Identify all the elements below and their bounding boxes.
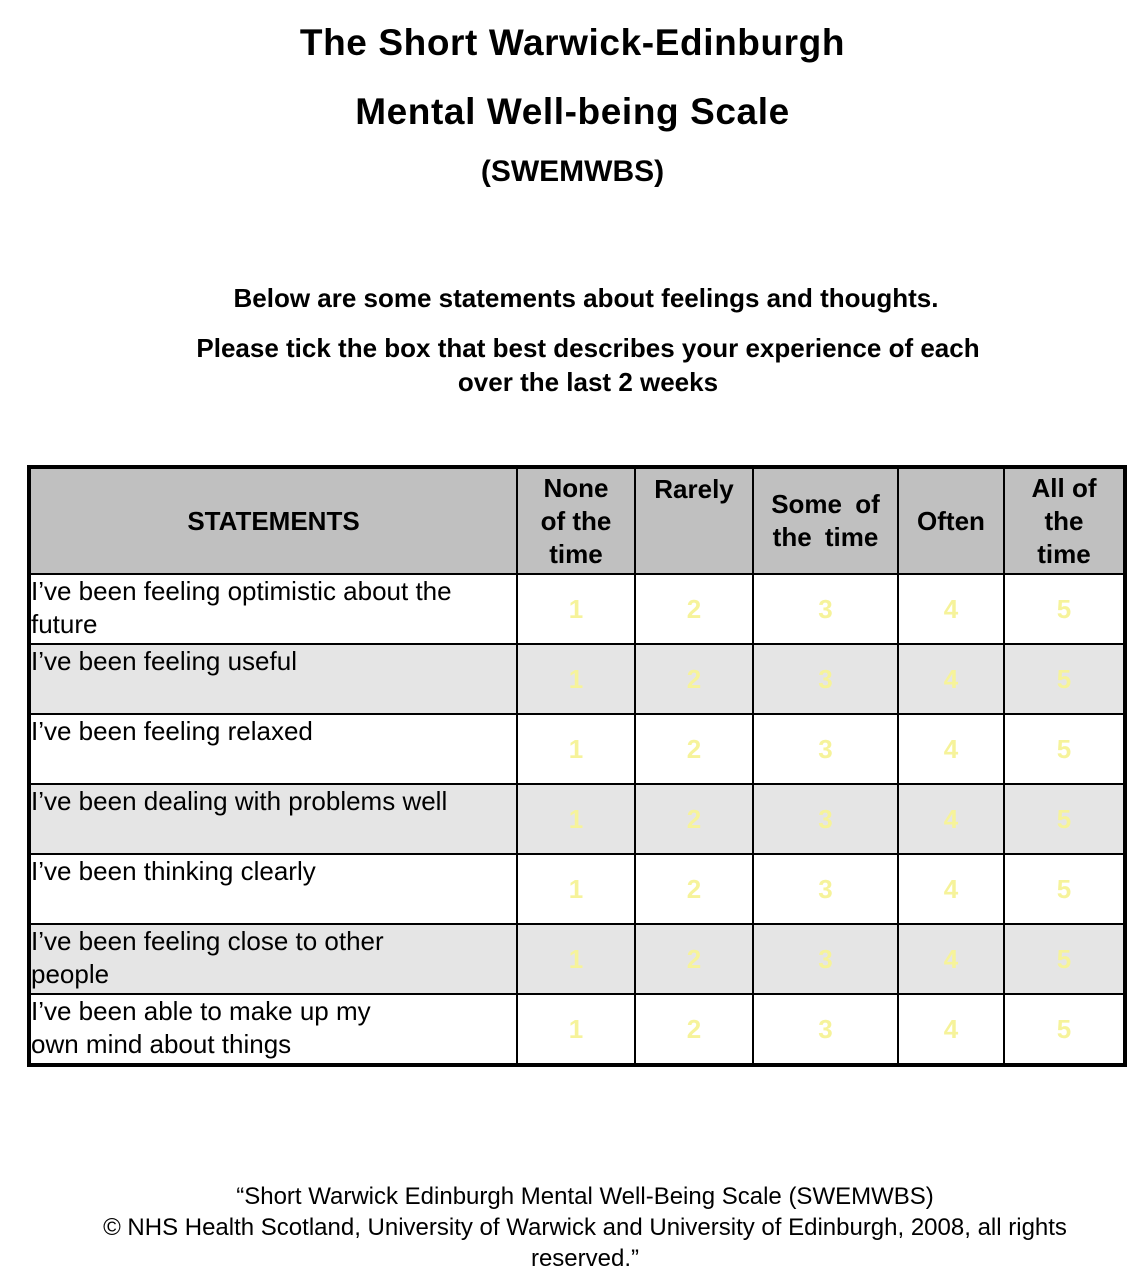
score-option[interactable]: 3 <box>753 854 898 924</box>
score-option[interactable]: 1 <box>517 784 635 854</box>
statement-cell: I’ve been dealing with problems well <box>29 784 517 854</box>
score-option[interactable]: 5 <box>1004 994 1125 1065</box>
score-option[interactable]: 4 <box>898 994 1004 1065</box>
instructions-line2: Please tick the box that best describes your experience of each over the last 2 weeks <box>196 333 980 397</box>
score-option[interactable]: 4 <box>898 644 1004 714</box>
score-option[interactable]: 1 <box>517 994 635 1065</box>
score-option[interactable]: 4 <box>898 714 1004 784</box>
table-row <box>29 854 1125 924</box>
score-option[interactable]: 1 <box>517 714 635 784</box>
score-option[interactable]: 5 <box>1004 644 1125 714</box>
statement-cell: I’ve been able to make up my own mind about things <box>29 994 517 1065</box>
score-option[interactable]: 3 <box>753 714 898 784</box>
score-option[interactable]: 2 <box>635 924 753 994</box>
score-option[interactable]: 3 <box>753 994 898 1065</box>
score-option[interactable]: 5 <box>1004 784 1125 854</box>
statement-cell: I’ve been feeling optimistic about the future <box>29 574 517 644</box>
score-option[interactable]: 4 <box>898 574 1004 644</box>
score-option[interactable]: 4 <box>898 924 1004 994</box>
document-title-line2: Mental Well-being Scale <box>355 91 790 132</box>
statement-cell: I’ve been feeling useful <box>29 644 517 714</box>
statement-cell: I’ve been thinking clearly <box>29 854 517 924</box>
column-header-all: All of the time <box>1004 467 1125 574</box>
table-row <box>29 574 1125 644</box>
statement-cell: I’ve been feeling close to other people <box>29 924 517 994</box>
table-row <box>29 924 1125 994</box>
score-option[interactable]: 5 <box>1004 924 1125 994</box>
score-option[interactable]: 2 <box>635 574 753 644</box>
copyright-title: “Short Warwick Edinburgh Mental Well-Being Scale (SWEMWBS) <box>236 1183 934 1210</box>
score-option[interactable]: 1 <box>517 924 635 994</box>
document-title: The Short Warwick-Edinburgh <box>299 22 846 63</box>
score-option[interactable]: 1 <box>517 574 635 644</box>
score-option[interactable]: 1 <box>517 644 635 714</box>
score-option[interactable]: 2 <box>635 854 753 924</box>
instructions-line1: Below are some statements about feelings and thoughts. <box>233 283 939 313</box>
score-option[interactable]: 5 <box>1004 854 1125 924</box>
document-acronym: (SWEMWBS) <box>480 155 665 188</box>
column-header-some: Some of the time <box>753 467 898 574</box>
statement-cell: I’ve been feeling relaxed <box>29 714 517 784</box>
wellbeing-scale-table <box>27 465 1127 1067</box>
score-option[interactable]: 2 <box>635 784 753 854</box>
score-option[interactable]: 3 <box>753 644 898 714</box>
column-header-often: Often <box>898 467 1004 574</box>
score-option[interactable]: 3 <box>753 574 898 644</box>
table-row <box>29 644 1125 714</box>
table-row <box>29 714 1125 784</box>
score-option[interactable]: 3 <box>753 784 898 854</box>
score-option[interactable]: 3 <box>753 924 898 994</box>
score-option[interactable]: 4 <box>898 784 1004 854</box>
column-header-rarely: Rarely <box>635 467 753 574</box>
score-option[interactable]: 1 <box>517 854 635 924</box>
score-option[interactable]: 5 <box>1004 714 1125 784</box>
score-option[interactable]: 2 <box>635 714 753 784</box>
copyright-notice: © NHS Health Scotland, University of Warwick and University of Edinburgh, 2008, all rights reserved.” <box>103 1214 1067 1272</box>
table-row <box>29 994 1125 1065</box>
score-option[interactable]: 2 <box>635 644 753 714</box>
score-option[interactable]: 5 <box>1004 574 1125 644</box>
table-row <box>29 784 1125 854</box>
score-option[interactable]: 2 <box>635 994 753 1065</box>
table-header-row <box>29 467 1125 574</box>
statements-header: STATEMENTS <box>29 467 517 574</box>
score-option[interactable]: 4 <box>898 854 1004 924</box>
column-header-none: None of the time <box>517 467 635 574</box>
